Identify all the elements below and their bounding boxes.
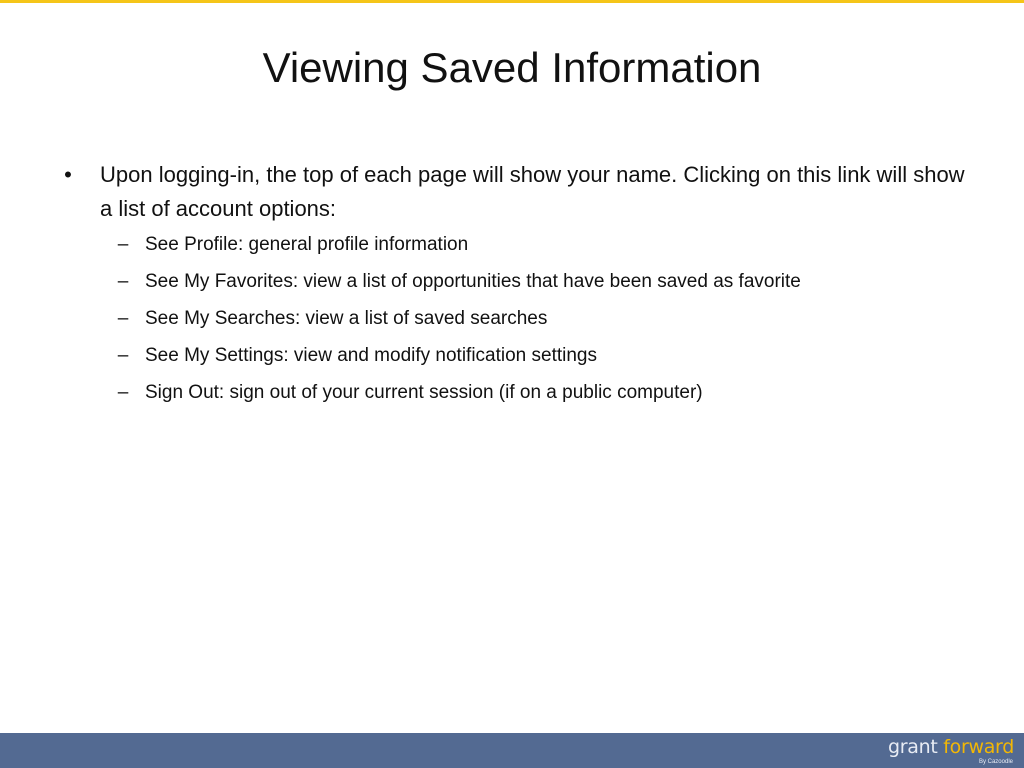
dash-marker: – bbox=[117, 345, 129, 366]
sub-bullet-text: Sign Out: sign out of your current session (if on a public computer) bbox=[145, 382, 703, 403]
footer-bar bbox=[0, 733, 1024, 768]
sub-bullet-item bbox=[114, 380, 978, 406]
bullet-item bbox=[58, 158, 978, 226]
bullet-text: Upon logging-in, the top of each page will show your name. Clicking on this link will show a list of account options: bbox=[100, 162, 965, 221]
sub-bullet-item bbox=[114, 306, 978, 332]
slide-content bbox=[58, 158, 978, 417]
sub-bullet-text: See Profile: general profile information bbox=[145, 234, 469, 255]
logo-grant-text: grant bbox=[887, 736, 938, 758]
sub-bullet-text: See My Settings: view and modify notification settings bbox=[145, 345, 598, 366]
dash-marker: – bbox=[117, 234, 129, 255]
sub-bullet-list bbox=[58, 232, 978, 406]
logo-tagline: By Cazoodle bbox=[978, 759, 1013, 765]
bullet-marker: • bbox=[64, 162, 72, 187]
logo-wordmark bbox=[888, 736, 1014, 758]
sub-bullet-text: See My Searches: view a list of saved searches bbox=[145, 308, 548, 329]
sub-bullet-text: See My Favorites: view a list of opportunities that have been saved as favorite bbox=[145, 271, 801, 292]
dash-marker: – bbox=[117, 308, 129, 329]
sub-bullet-item bbox=[114, 232, 978, 258]
sub-bullet-item bbox=[114, 269, 978, 295]
slide-title: Viewing Saved Information bbox=[262, 44, 762, 91]
sub-bullet-item bbox=[114, 343, 978, 369]
logo-forward-text: forward bbox=[943, 736, 1014, 758]
top-accent-rule bbox=[0, 0, 1024, 3]
dash-marker: – bbox=[117, 382, 129, 403]
dash-marker: – bbox=[117, 271, 129, 292]
